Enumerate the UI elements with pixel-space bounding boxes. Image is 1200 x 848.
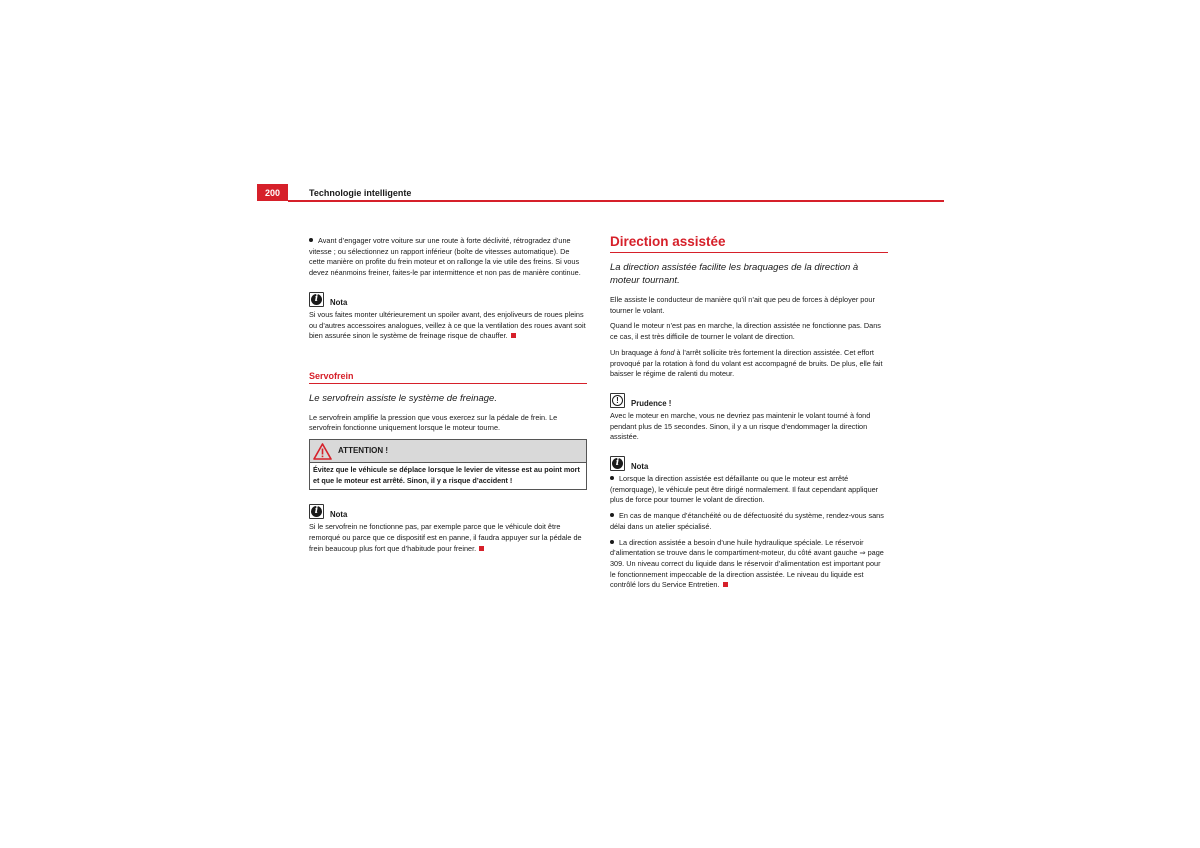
page-number: 200 <box>257 184 288 201</box>
note-header <box>309 292 587 307</box>
paragraph-part: Un braquage <box>610 347 655 357</box>
info-icon: i <box>309 504 324 519</box>
note-header <box>610 456 888 471</box>
header-rule <box>288 200 944 202</box>
info-icon: i <box>610 456 625 471</box>
bullet-icon <box>309 238 313 242</box>
chapter-title: Technologie intelligente <box>309 188 412 198</box>
paragraph: Elle assiste le conducteur de manière qu’il n’ait que peu de forces à déployer pour tourner le volant. <box>610 295 875 315</box>
list-item <box>610 538 888 592</box>
note-label: Nota <box>631 462 649 472</box>
note-text-body: Si vous faites monter ultérieurement un spoiler avant, des enjoliveurs de roues pleins ou d’autres accessoires analogues, veillez à ce que la ventilation des roues avant soit bien assurée sinon le système de freinage risque de chauffer. <box>309 309 586 341</box>
section-lead: La direction assistée facilite les braquages de la direction à moteur tournant. <box>610 262 859 286</box>
bullet-icon <box>610 513 614 517</box>
list-item <box>610 474 888 506</box>
paragraph: Quand le moteur n’est pas en marche, la direction assistée ne fonctionne pas. Dans ce cas, il est très difficile de tourner le volant de direction. <box>610 321 881 342</box>
list-item <box>610 511 888 532</box>
caution-label: Prudence ! <box>631 398 672 408</box>
caution-text: Avec le moteur en marche, vous ne devriez pas maintenir le volant tourné à fond pendant plus de 15 secondes. Sinon, il y a un risque d’endommager la direction assistée. <box>610 410 871 442</box>
end-of-section-marker <box>479 546 484 551</box>
note-label: Nota <box>330 297 348 307</box>
section-title-servofrein: Servofrein <box>309 371 587 384</box>
warning-triangle-icon <box>313 443 332 460</box>
list-item-text: La direction assistée a besoin d’une huile hydraulique spéciale. Le réservoir d’alimentation se trouve dans le compartiment-moteur, du côté avant gauche ⇒ page 309. Un niveau correct du liquide dans le réservoir d’alimentation est important pour le fonctionnement impeccable de la direction assistée. Le niveau du liquide est contrôlé lors du Service Entretien. <box>610 537 884 590</box>
list-item-text: Lorsque la direction assistée est défaillante ou que le moteur est arrêté (remorquage), le véhicule peut être dirigé normalement. Il faut cependant appliquer plus de force pour tourner le volant de direction. <box>610 474 879 505</box>
list-item-text: En cas de manque d’étanchéité ou de défectuosité du système, rendez-vous sans délai dans un atelier spécialisé. <box>610 511 884 531</box>
list-item <box>309 236 587 279</box>
note-header <box>309 504 587 519</box>
list-item-text: Avant d’engager votre voiture sur une route à forte déclivité, rétrogradez d’une vitesse ; ou sélectionnez un rapport inférieur (boîte de vitesses automatique). De cette manière on profite du frein moteur et on rallonge la vie utile des freins. Si vous devez néanmoins freiner, faites-le par intermittence et non pas de manière continue. <box>309 236 581 278</box>
attention-header <box>310 440 586 463</box>
note-text <box>309 310 587 342</box>
note-text-body: Si le servofrein ne fonctionne pas, par exemple parce que le véhicule doit être remorqué ou parce que ce dispositif est en panne, il faudra appuyer sur la pédale de frein beaucoup plus fort que d’habitude pour freiner. <box>309 522 582 553</box>
attention-text: Évitez que le véhicule se déplace lorsque le levier de vitesse est au point mort et que le moteur est arrêté. Sinon, il y a risque d’accident ! <box>313 465 580 485</box>
bullet-icon <box>610 540 614 544</box>
paragraph <box>610 348 888 380</box>
paragraph-emphasis: à fond <box>654 347 675 357</box>
left-column <box>309 236 587 559</box>
section-title-direction: Direction assistée <box>610 234 888 253</box>
end-of-section-marker <box>511 333 516 338</box>
note-text <box>309 522 587 554</box>
info-icon: i <box>309 292 324 307</box>
section-lead: Le servofrein assiste le système de freinage. <box>309 392 497 404</box>
paragraph-part: à l’arrêt sollicite très fortement la direction assistée. Cet effort provoqué par la rotation à fond du volant est accompagné de bruits. De plus, elle fait baisser le régime de ralenti du moteur. <box>610 347 883 379</box>
attention-label: ATTENTION ! <box>338 445 389 455</box>
section-paragraph: Le servofrein amplifie la pression que vous exercez sur la pédale de frein. Le servofrein fonctionne uniquement lorsque le moteur tourne. <box>309 412 558 433</box>
note-label: Nota <box>330 510 348 520</box>
caution-icon: ! <box>610 393 625 408</box>
caution-header <box>610 393 888 408</box>
end-of-section-marker <box>723 582 728 587</box>
right-column <box>610 234 888 596</box>
bullet-icon <box>610 476 614 480</box>
attention-box <box>309 439 587 490</box>
